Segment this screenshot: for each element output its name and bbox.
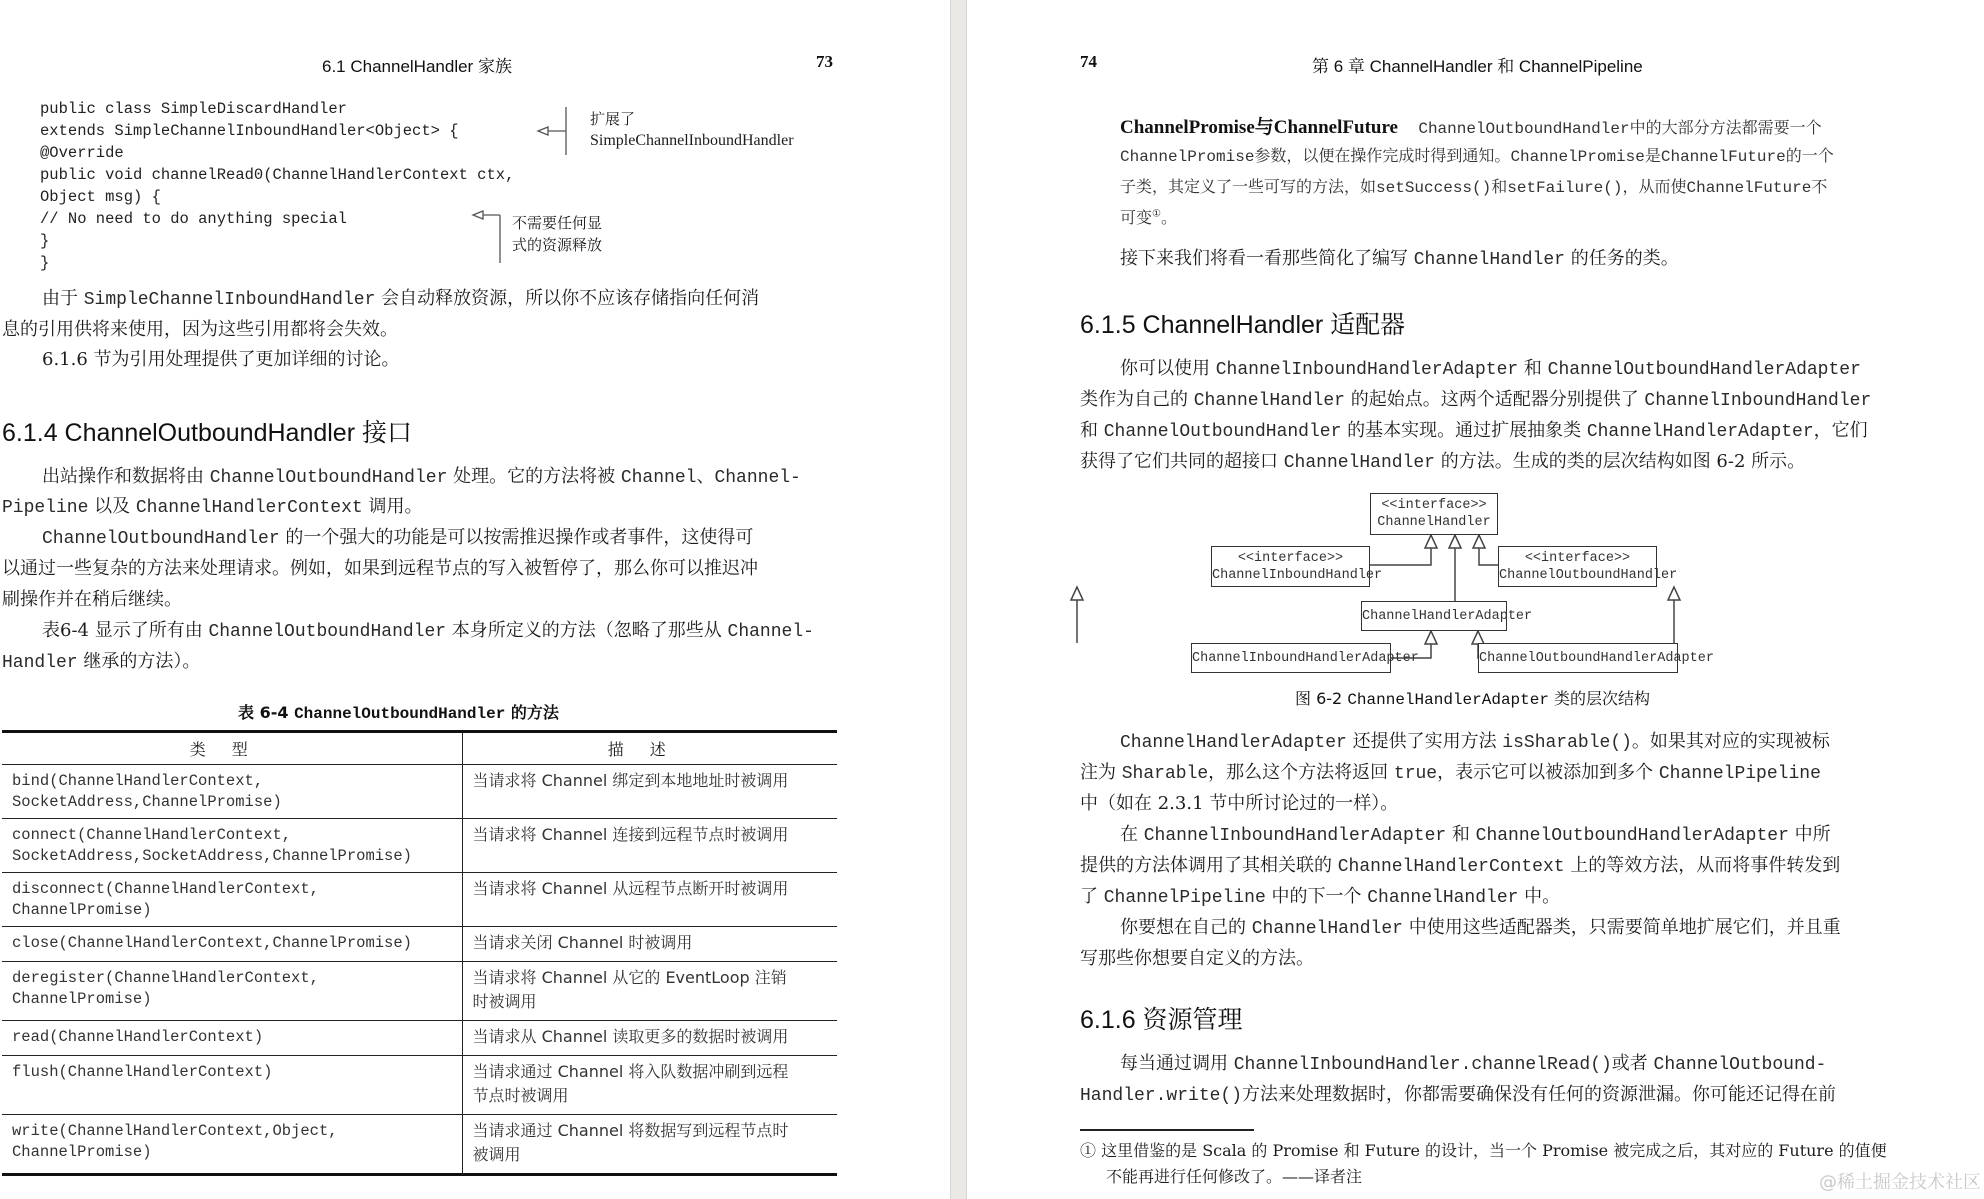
method-signature: disconnect(ChannelHandlerContext, ChannelPromise) [2,873,462,927]
annotation-no-release [512,212,602,256]
inheritance-arrow [1449,535,1461,548]
running-head: 6.1 ChannelHandler 家族 [322,57,512,76]
table-row [2,1115,837,1175]
method-signature: flush(ChannelHandlerContext) [2,1056,462,1115]
annotation-text: 扩展了 [590,110,636,128]
right-page: 74 第 6 章 ChannelHandler 和 ChannelPipeline ChannelPromise与ChannelFuture ChannelOutboundHandler中的大部分方法都需要一个 ChannelPromise参数，以便在操作完成时得到通知。ChannelPromise是ChannelFuture的一个 子类，其定义了一些可写的方法，如setSuccess()和setFailure()，从而使ChannelFuture不 可变①。 接下来我们将看一看那些简化了编写 ChannelHandler 的任务的类。 6.1.5 ChannelHandler 适配器 你可以使用 ChannelInboundHandlerAdapter 和 ChannelOutboundHandlerAdapter 类作为自己的 ChannelHandler 的起始点。这两个适配器分别提供了 ChannelInboundHandler 和 ChannelOutboundHandler 的基本实现。通过扩展抽象类 ChannelHandlerAdapter，它们 获得了它们共同的超接口 ChannelHandler 的方法。生成的类的层次结构如图 6-2 所示。 <<interface>> ChannelHandler <<interface>> ChannelInboundHandler <<interface>> ChannelOutboundHandler ChannelHandlerAdapter ChannelInboundHandlerAdapter ChannelOutboundHandlerAdapter 图 6-2 ChannelHandlerAdapter 类的层次结构 ChannelHandlerAdapter 还提供了实用方法 isSharable()。如果其对应的实现被标 注为 Sharable，那么这个方法将返回 true，表示它可以被添加到多个 ChannelPipeline 中（如在 2.3.1 节中所讨论过的一样）。 在 ChannelInboundHandlerAdapter 和 ChannelOutboundHandlerAdapter 中所 提供的方法体调用了其相关联的 ChannelHandlerContext 上的等效方法，从而将事件转发到 了 ChannelPipeline 中的下一个 ChannelHandler 中。 你要想在自己的 ChannelHandler 中使用这些适配器类，只需要简单地扩展它们，并且重 写那些你想要自定义的方法。 6.1.6 资源管理 每当通过调用 ChannelInboundHandler.channelRead()或者 ChannelOutbound- Handler.write()方法来处理数据时，你都需要确保没有任何的资源泄漏。你可能还记得在前 ① 这里借鉴的是 Scala 的 Promise 和 Future 的设计，当一个 Promise 被完成之后，其对应的 Future 的值便 不能再进行任何修改了。——译者注 @稀土掘金技术社区 [967,0,1984,1199]
footnote-text: 不能再进行任何修改了。——译者注 [1106,1167,1363,1186]
table-row [2,1021,837,1056]
method-description: 当请求通过 Channel 将数据写到远程节点时 被调用 [462,1115,837,1175]
section-heading: 6.1.5 ChannelHandler 适配器 [1080,311,1406,339]
method-signature: close(ChannelHandlerContext,ChannelPromise) [2,927,462,962]
section-heading: 6.1.6 资源管理 [1080,1006,1243,1034]
footnote [1080,1138,1887,1190]
table-row [2,927,837,962]
watermark: @稀土掘金技术社区 [1819,1172,1981,1193]
uml-box-outbound-adapter: ChannelOutboundHandlerAdapter [1478,643,1678,673]
uml-box-outbound-handler: <<interface>> ChannelOutboundHandler [1498,546,1657,587]
table-header-row [2,732,837,765]
code-line: extends SimpleChannelInboundHandler<Object> { [40,122,459,140]
inheritance-arrow [1425,631,1437,644]
annotation-arrows [530,105,590,285]
code-line: @Override [40,144,124,162]
annotation-arrow-1 [538,107,566,155]
page-number: 74 [1080,52,1097,71]
method-description: 当请求从 Channel 读取更多的数据时被调用 [462,1021,837,1056]
left-page: 6.1 ChannelHandler 家族 73 public class SimpleDiscardHandler extends SimpleChannelInboundHandler<Object> { @Override public void channelRead0(ChannelHandlerContext ctx, Object msg) { // No need to do anything special } } 扩展了 SimpleChannelInboundHandler 不需要任何显 式的资源释放 由于 SimpleChannelInboundHandler 会自动释放资源，所以你不应该存储指向任何消 息的引用供将来使用，因为这些引用都将会失效。 6.1.6 节为引用处理提供了更加详细的讨论。 6.1.4 ChannelOutboundHandler 接口 出站操作和数据将由 ChannelOutboundHandler 处理。它的方法将被 Channel、Channel- Pipeline 以及 ChannelHandlerContext 调用。 ChannelOutboundHandler 的一个强大的功能是可以按需推迟操作或者事件，这使得可 以通过一些复杂的方法来处理请求。例如，如果到远程节点的写入被暂停了，那么你可以推迟冲 刷操作并在稍后继续。 表6-4 显示了所有由 ChannelOutboundHandler 本身所定义的方法（忽略了那些从 Channel- Handler 继承的方法）。 表 6-4 ChannelOutboundHandler 的方法 类型 描述 bind(ChannelHandlerContext, SocketAddress,ChannelPromise) 当请求将 Channel 绑定到本地地址时被调用 connect(ChannelHandlerContext, SocketAddress,SocketAddress,ChannelPromise) 当请求将 Channel 连接到远程节点时被调用 disconnect(ChannelHandlerContext, ChannelPromise) 当请求将 Channel 从远程节点断开时被调用 close(ChannelHandlerContext,ChannelPromise) 当请求关闭 Channel 时被调用 deregister(ChannelHandlerContext, ChannelPromise) 当请求将 Channel 从它的 EventLoop 注销 时被调用 read(ChannelHandlerContext) 当请求从 Channel 读取更多的数据时被调用 flush(ChannelHandlerContext) 当请求通过 Channel 将入队数据冲刷到远程 节点时被调用 write(ChannelHandlerContext,Object, ChannelPromise) 当请求通过 Channel 将数据写到远程节点时 被调用 [0,0,950,1199]
method-description: 当请求将 Channel 连接到远程节点时被调用 [462,819,837,873]
footnote-text: 这里借鉴的是 Scala 的 Promise 和 Future 的设计，当一个 Promise 被完成之后，其对应的 Future 的值便 [1101,1141,1887,1160]
method-signature: connect(ChannelHandlerContext, SocketAddress,SocketAddress,ChannelPromise) [2,819,462,873]
footnote-marker: ① [1080,1141,1097,1160]
uml-box-inbound-adapter: ChannelInboundHandlerAdapter [1191,643,1391,673]
uml-box-inbound-handler: <<interface>> ChannelInboundHandler [1211,546,1370,587]
annotation-text: 不需要任何显 [512,214,603,232]
code-line: // No need to do anything special [40,210,347,228]
method-description: 当请求将 Channel 绑定到本地地址时被调用 [462,765,837,819]
inheritance-arrow [1668,587,1680,600]
table-row [2,962,837,1021]
code-line: public void channelRead0(ChannelHandlerContext ctx, [40,166,515,184]
column-header-type: 类型 [2,732,462,765]
code-line: Object msg) { [40,188,161,206]
table-row [2,1056,837,1115]
code-line: } [40,232,50,250]
inheritance-arrow [1071,587,1083,600]
method-description: 当请求通过 Channel 将入队数据冲刷到远程 节点时被调用 [462,1056,837,1115]
method-signature: bind(ChannelHandlerContext, SocketAddress,ChannelPromise) [2,765,462,819]
method-signature: read(ChannelHandlerContext) [2,1021,462,1056]
inheritance-arrow [1473,535,1485,548]
running-head: 第 6 章 ChannelHandler 和 ChannelPipeline [1312,57,1643,76]
uml-box-channel-handler: <<interface>> ChannelHandler [1370,493,1498,535]
footnote-ref[interactable]: ① [1152,208,1161,220]
annotation-extends [590,108,794,152]
method-signature: write(ChannelHandlerContext,Object, ChannelPromise) [2,1115,462,1175]
inheritance-arrow [1425,535,1437,548]
table-row [2,873,837,927]
page-gutter [950,0,967,1199]
method-description: 当请求关闭 Channel 时被调用 [462,927,837,962]
connector-outbound-to-handler [1479,548,1498,565]
annotation-arrow-2-svg [465,205,515,265]
method-signature: deregister(ChannelHandlerContext, ChannelPromise) [2,962,462,1021]
page-number: 73 [816,52,833,71]
code-line: } [40,254,50,272]
table-row [2,819,837,873]
figure-caption: 图 6-2 ChannelHandlerAdapter 类的层次结构 [1295,689,1651,709]
promise-title: ChannelPromise与ChannelFuture [1120,117,1398,138]
methods-table [2,730,837,1176]
connector-inbound-to-handler [1370,548,1431,565]
method-description: 当请求将 Channel 从远程节点断开时被调用 [462,873,837,927]
column-header-description: 描述 [462,732,837,765]
code-line: public class SimpleDiscardHandler [40,100,347,118]
annotation-text: SimpleChannelInboundHandler [590,132,794,149]
annotation-text: 式的资源释放 [512,236,603,254]
table-row [2,765,837,819]
section-heading: 6.1.4 ChannelOutboundHandler 接口 [2,419,412,447]
uml-box-handler-adapter: ChannelHandlerAdapter [1361,601,1507,631]
footnote-rule [1080,1129,1254,1131]
table-caption: 表 6-4 ChannelOutboundHandler 的方法 [238,703,559,723]
method-description: 当请求将 Channel 从它的 EventLoop 注销 时被调用 [462,962,837,1021]
